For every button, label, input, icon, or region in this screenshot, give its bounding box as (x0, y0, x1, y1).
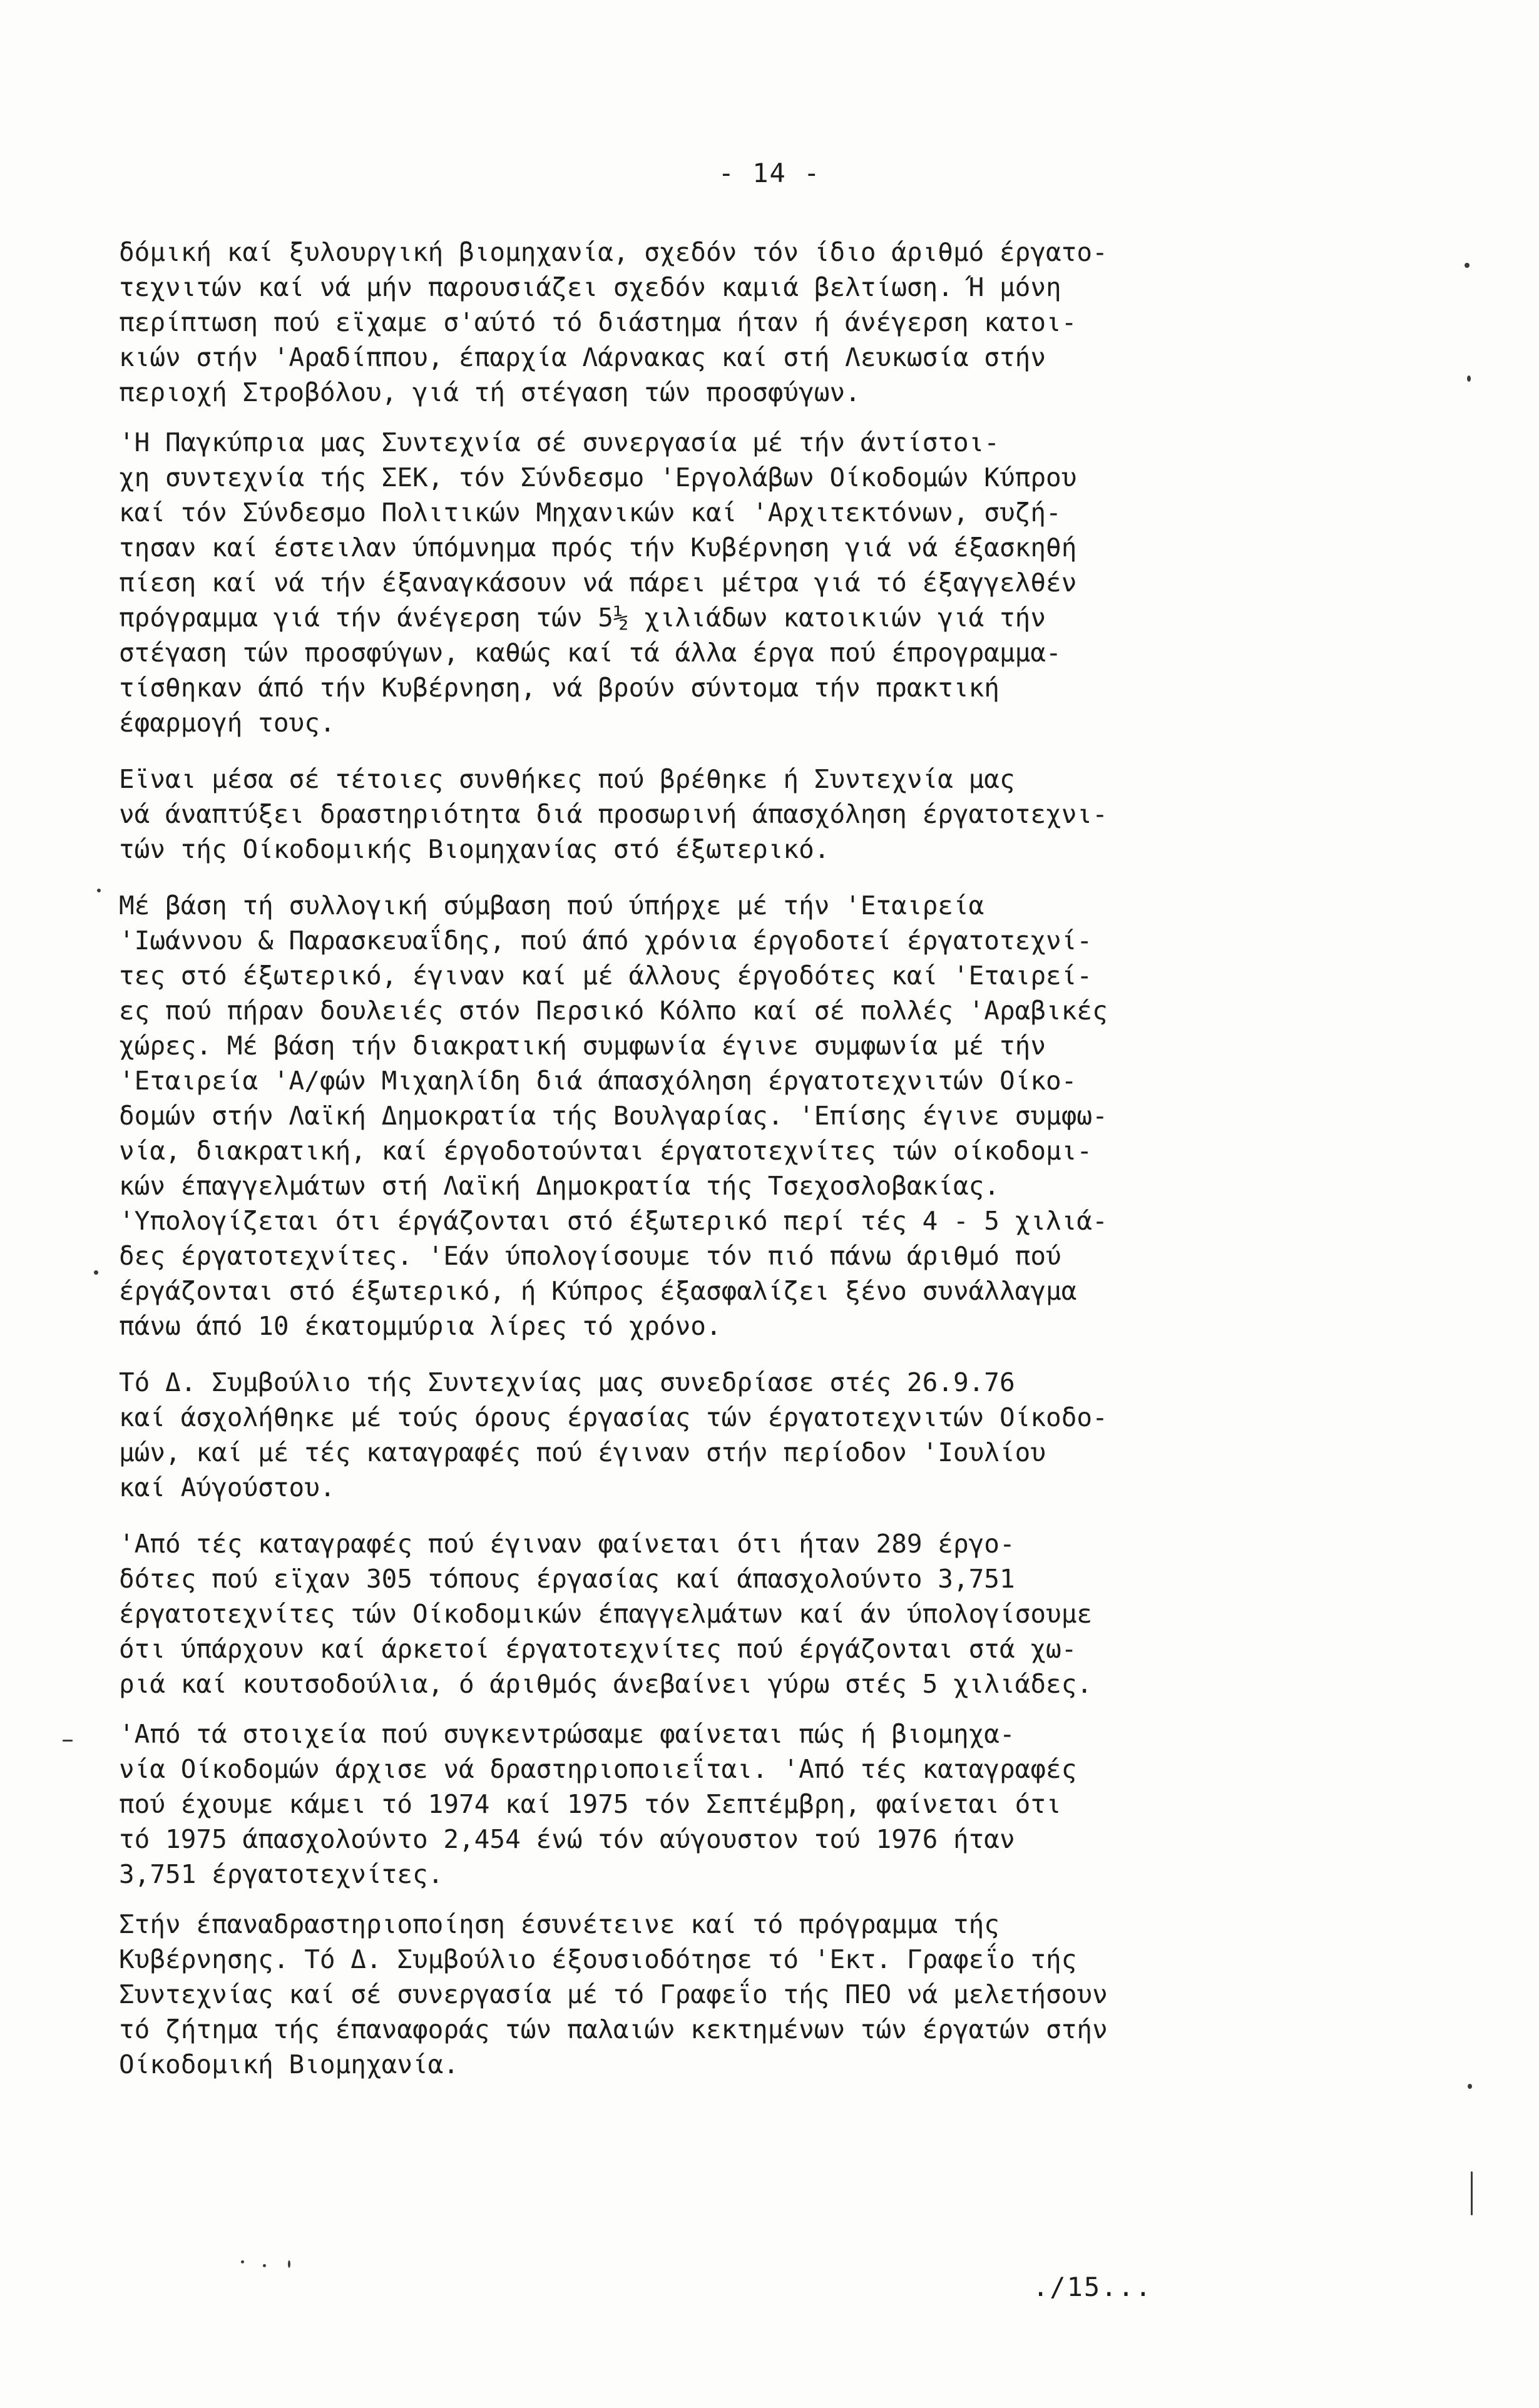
paragraph-1: δόμική καί ξυλουργική βιομηχανία, σχεδόν τόν ίδιο άριθμό έργατο- τεχνιτών καί νά μήν παρουσιάζει σχεδόν καμιά βελτίωση. Ή μόνη περίπτωση πού εϊχαμε σ'αύτό τό διάστημα ήταν ή άνέγερση κατοι- κιών στήν 'Αραδίππου, έπαρχία Λάρνακας καί στή Λευκωσία στήν περιοχή Στροβόλου, γιά τή στέγαση τών προσφύγων. (119, 237, 1108, 407)
page-number: - 14 - (718, 158, 821, 188)
paragraph-2: 'Η Παγκύπρια μας Συντεχνία σέ συνεργασία μέ τήν άντίστοι- χη συντεχνία τής ΣΕΚ, τόν Σύνδεσμο 'Εργολάβων Οίκοδομών Κύπρου καί τόν Σύνδεσμο Πολιτικών Μηχανικών καί 'Αρχιτεκτόνων, συζή- τησαν καί έστειλαν ύπόμνημα πρός τήν Κυβέρνηση γιά νά έξασκηθή πίεση καί νά τήν έξαναγκάσουν νά πάρει μέτρα γιά τό έξαγγελθέν πρόγραμμα γιά τήν άνέγερση τών 5½ χιλιάδων κατοικιών γιά τήν στέγαση τών προσφύγων, καθώς καί τά άλλα έργα πού έπρογραμμα- τίσθηκαν άπό τήν Κυβέρνηση, νά βρούν σύντομα τήν πρακτική έφαρμογή τους. (119, 427, 1077, 738)
scan-speck (263, 2264, 266, 2267)
continuation-marker: ./15... (1033, 2272, 1153, 2302)
scan-speck (288, 2260, 290, 2268)
scan-speck (1468, 2084, 1472, 2089)
paragraph-5: Τό Δ. Συμβούλιο τής Συντεχνίας μας συνεδρίασε στές 26.9.76 καί άσχολήθηκε μέ τούς όρους έργασίας τών έργατοτεχνιτών Οίκοδο- μών, καί μέ τές καταγραφές πού έγιναν στήν περίοδον 'Ιουλίου καί Αύγούστου. (119, 1367, 1108, 1502)
scan-speck (1471, 2171, 1473, 2215)
paragraph-7: 'Από τά στοιχεία πού συγκεντρώσαμε φαίνεται πώς ή βιομηχα- νία Οίκοδομών άρχισε νά δραστηριοποιεΐται. 'Από τές καταγραφές πού έχουμε κάμει τό 1974 καί 1975 τόν Σεπτέμβρη, φαίνεται ότι τό 1975 άπασχολούντο 2,454 ένώ τόν αύγουστον τού 1976 ήταν 3,751 έργατοτεχνίτες. (119, 1719, 1077, 1889)
document-body (119, 235, 1346, 2082)
scan-speck (97, 889, 101, 892)
paragraph-4: Μέ βάση τή συλλογική σύμβαση πού ύπήρχε μέ τήν 'Εταιρεία 'Ιωάννου & Παρασκευαΐδης, πού άπό χρόνια έργοδοτεί έργατοτεχνί- τες στό έξωτερικό, έγιναν καί μέ άλλους έργοδότες καί 'Εταιρεί- ες πού πήραν δουλειές στόν Περσικό Κόλπο καί σέ πολλές 'Αραβικές χώρες. Μέ βάση τήν διακρατική συμφωνία έγινε συμφωνία μέ τήν 'Εταιρεία 'Α/φών Μιχαηλίδη διά άπασχόληση έργατοτεχνιτών Οίκο- δομών στήν Λαϊκή Δημοκρατία τής Βουλγαρίας. 'Επίσης έγινε συμφω- νία, διακρατική, καί έργοδοτούνται έργατοτεχνίτες τών οίκοδομι- κών έπαγγελμάτων στή Λαϊκή Δημοκρατία τής Τσεχοσλοβακίας. 'Υπολογίζεται ότι έργάζονται στό έξωτερικό περί τές 4 - 5 χιλιά- δες έργατοτεχνίτες. 'Εάν ύπολογίσουμε τόν πιό πάνω άριθμό πού έργάζονται στό έξωτερικό, ή Κύπρος έξασφαλίζει ξένο συνάλλαγμα πάνω άπό 10 έκατομμύρια λίρες τό χρόνο. (119, 890, 1108, 1341)
paragraph-6: 'Από τές καταγραφές πού έγιναν φαίνεται ότι ήταν 289 έργο- δότες πού εϊχαν 305 τόπους έργασίας καί άπασχολούντο 3,751 έργατοτεχνίτες τών Οίκοδομικών έπαγγελμάτων καί άν ύπολογίσουμε ότι ύπάρχουν καί άρκετοί έργατοτεχνίτες πού έργάζονται στά χω- ριά καί κουτσοδούλια, ό άριθμός άνεβαίνει γύρω στές 5 χιλιάδες. (119, 1529, 1093, 1699)
scan-speck (1465, 263, 1470, 268)
paragraph-8: Στήν έπαναδραστηριοποίηση έσυνέτεινε καί τό πρόγραμμα τής Κυβέρνησης. Τό Δ. Συμβούλιο έξουσιοδότησε τό 'Εκτ. Γραφεΐο τής Συντεχνίας καί σέ συνεργασία μέ τό Γραφεΐο τής ΠΕΟ νά μελετήσουν τό ζήτημα τής έπαναφοράς τών παλαιών κεκτημένων τών έργατών στήν Οίκοδομική Βιομηχανία. (119, 1909, 1108, 2079)
paragraph-3: Εϊναι μέσα σέ τέτοιες συνθήκες πού βρέθηκε ή Συντεχνία μας νά άναπτύξει δραστηριότητα διά προσωρινή άπασχόληση έργατοτεχνι- τών τής Οίκοδομικής Βιομηχανίας στό έξωτερικό. (119, 764, 1108, 864)
scan-speck (241, 2260, 244, 2263)
scan-speck (1467, 375, 1471, 382)
scan-speck (63, 1740, 73, 1742)
scan-speck (94, 1270, 98, 1275)
